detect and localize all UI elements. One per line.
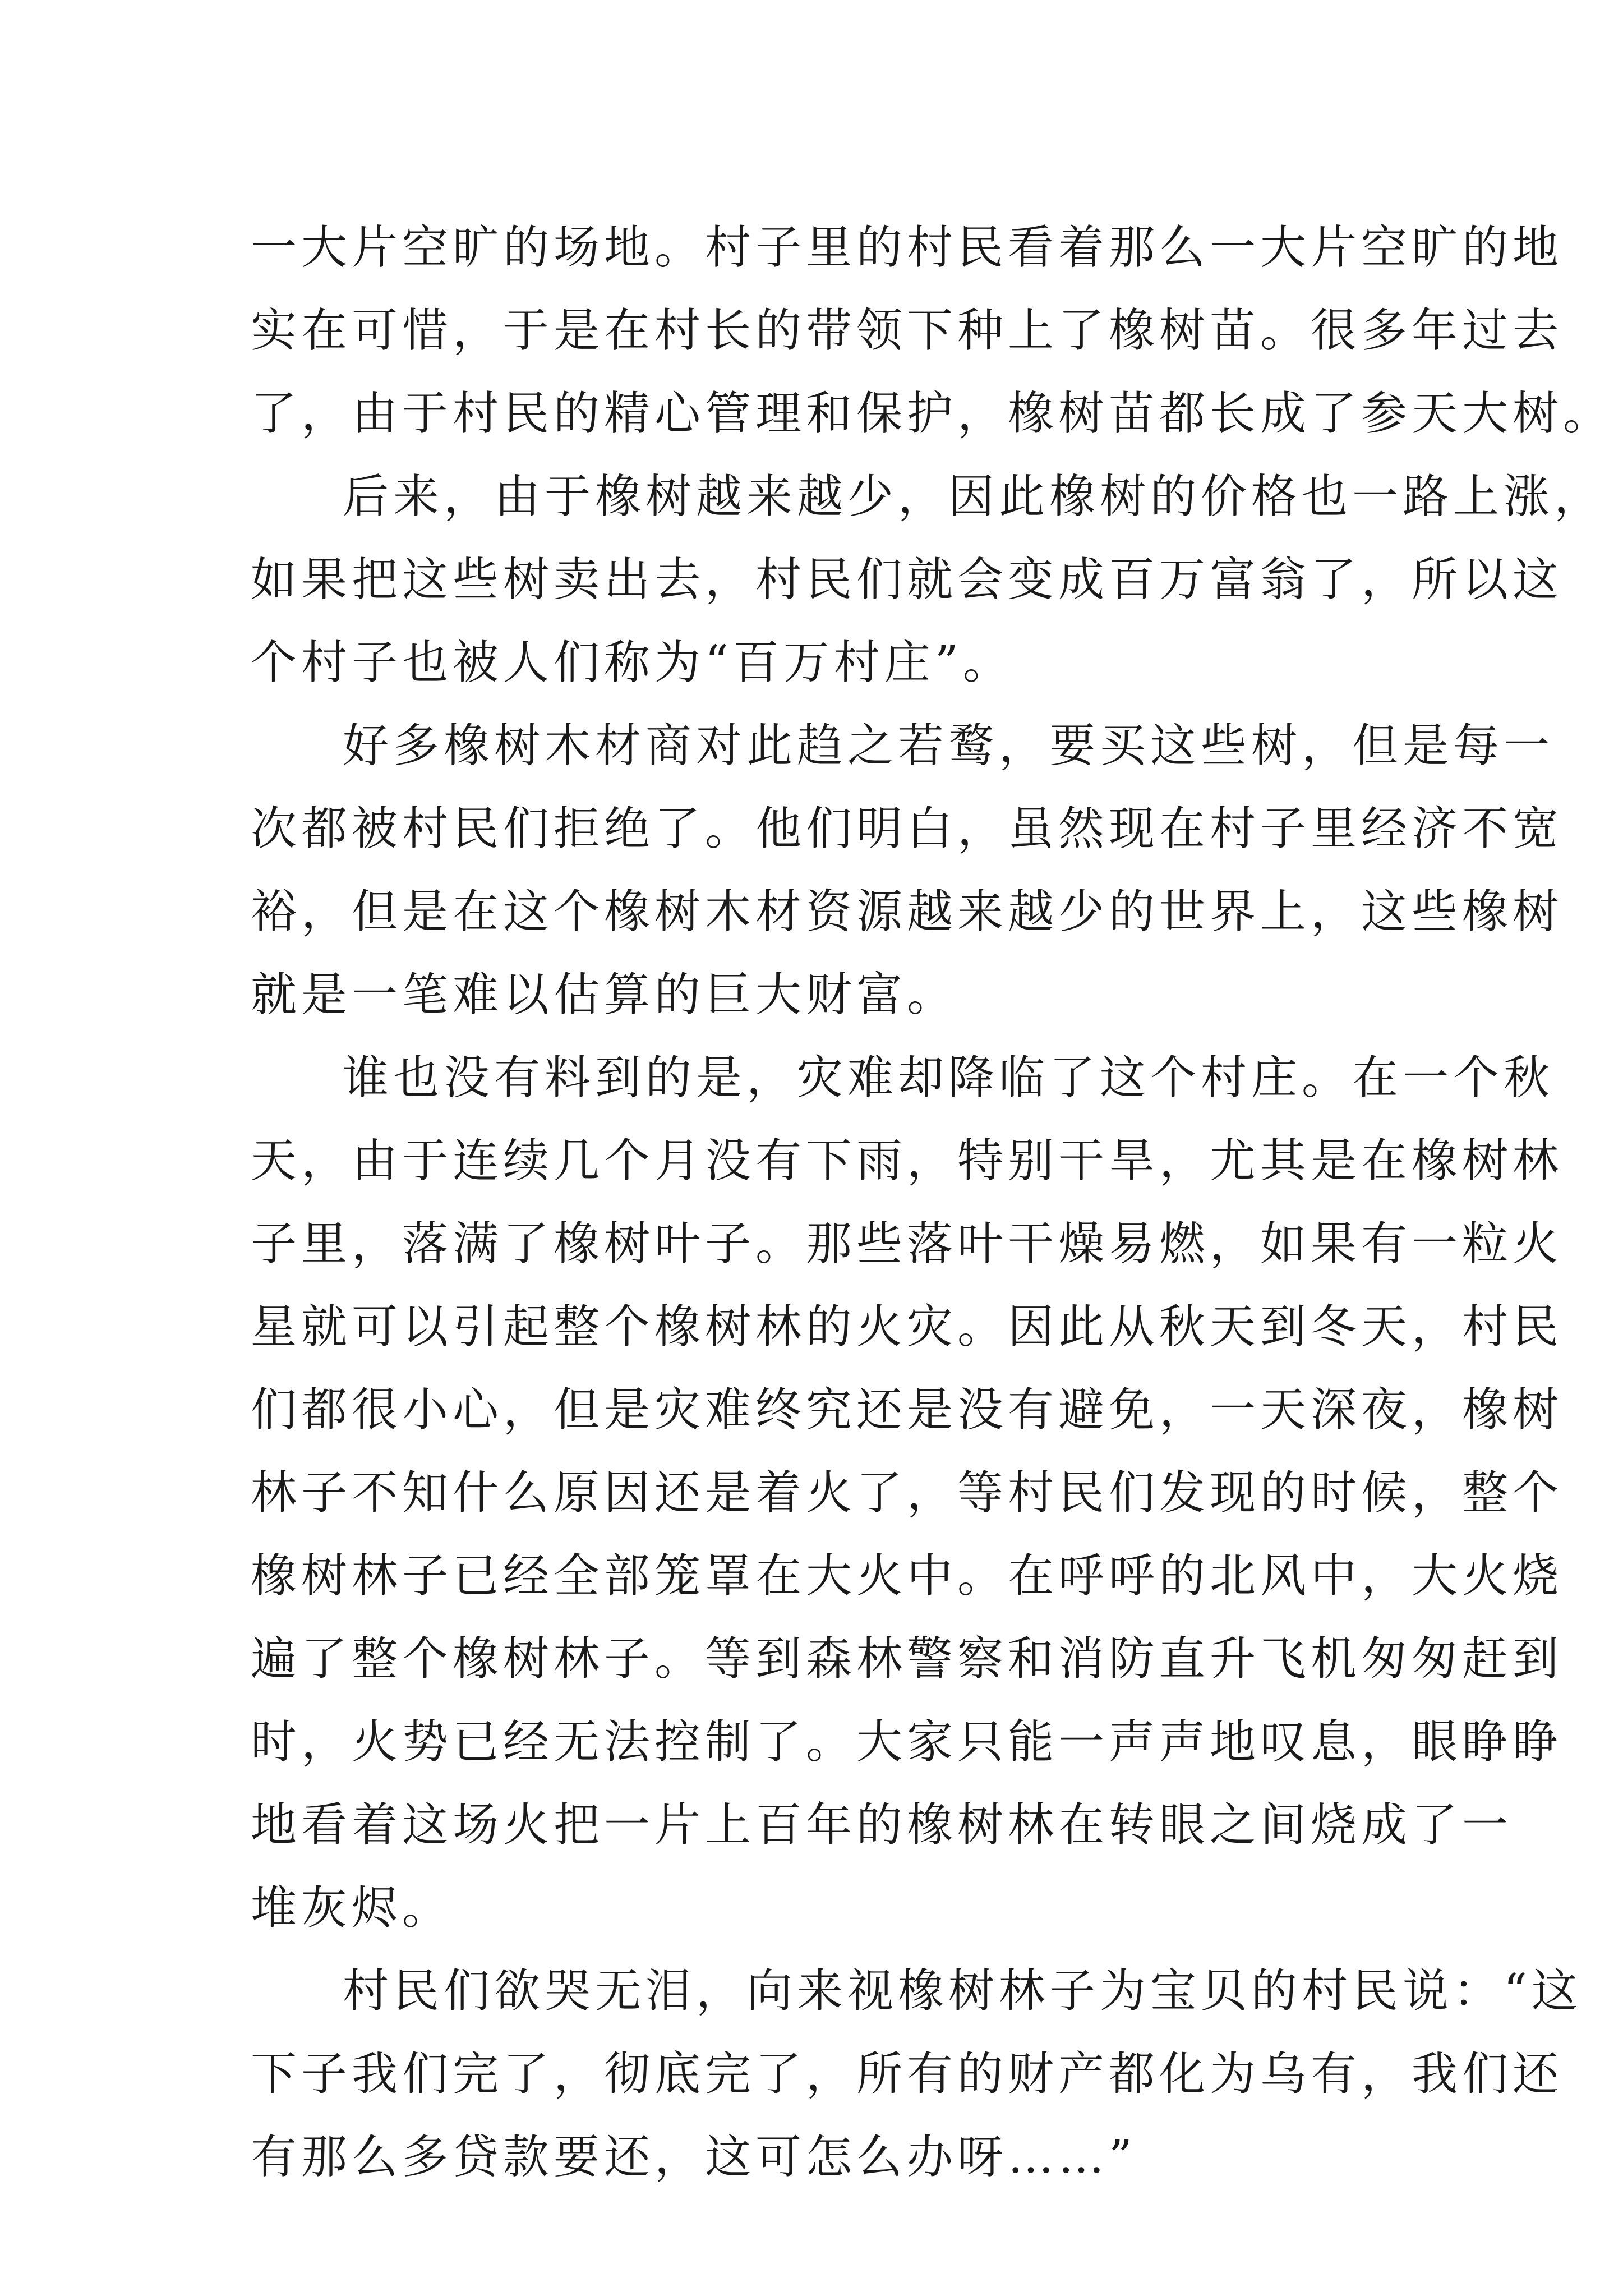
text-line: 村民们欲哭无泪，向来视橡树林子为宝贝的村民说：“这 xyxy=(343,1964,1582,2018)
text-line: 橡树林子已经全部笼罩在大火中。在呼呼的北风中，大火烧 xyxy=(251,1549,1564,1603)
body-text xyxy=(251,206,1614,2199)
text-line: 好多橡树木材商对此趋之若鹜，要买这些树，但是每一 xyxy=(343,719,1555,772)
text-line: 次都被村民们拒绝了。他们明白，虽然现在村子里经济不宽 xyxy=(251,802,1564,855)
text-line: 个村子也被人们称为“百万村庄”。 xyxy=(251,636,1013,689)
text-line: 林子不知什么原因还是着火了，等村民们发现的时候，整个 xyxy=(251,1466,1564,1520)
text-line: 了，由于村民的精心管理和保护，橡树苗都长成了参天大树。 xyxy=(251,387,1614,440)
text-line: 实在可惜，于是在村长的带领下种上了橡树苗。很多年过去 xyxy=(251,304,1564,357)
text-line: 们都很小心，但是灾难终究还是没有避免，一天深夜，橡树 xyxy=(251,1383,1564,1437)
text-line: 堆灰烬。 xyxy=(251,1881,453,1935)
text-line: 星就可以引起整个橡树林的火灾。因此从秋天到冬天，村民 xyxy=(251,1300,1564,1354)
text-line: 时，火势已经无法控制了。大家只能一声声地叹息，眼睁睁 xyxy=(251,1715,1564,1769)
text-line: 天，由于连续几个月没有下雨，特别干旱，尤其是在橡树林 xyxy=(251,1134,1564,1188)
text-line: 地看着这场火把一片上百年的橡树林在转眼之间烧成了一 xyxy=(251,1798,1513,1852)
text-line: 下子我们完了，彻底完了，所有的财产都化为乌有，我们还 xyxy=(251,2047,1564,2101)
text-line: 有那么多贷款要还，这可怎么办呀……” xyxy=(251,2131,1137,2184)
text-line: 就是一笔难以估算的巨大财富。 xyxy=(251,968,958,1022)
text-line: 遍了整个橡树林子。等到森林警察和消防直升飞机匆匆赶到 xyxy=(251,1632,1564,1686)
text-line: 子里，落满了橡树叶子。那些落叶干燥易燃，如果有一粒火 xyxy=(251,1217,1564,1271)
text-line: 谁也没有料到的是，灾难却降临了这个村庄。在一个秋 xyxy=(343,1051,1555,1105)
text-line: 如果把这些树卖出去，村民们就会变成百万富翁了，所以这 xyxy=(251,553,1564,606)
text-line: 裕，但是在这个橡树木材资源越来越少的世界上，这些橡树 xyxy=(251,885,1564,938)
text-line: 后来，由于橡树越来越少，因此橡树的价格也一路上涨， xyxy=(343,470,1605,523)
text-line: 一大片空旷的场地。村子里的村民看着那么一大片空旷的地 xyxy=(251,221,1564,274)
